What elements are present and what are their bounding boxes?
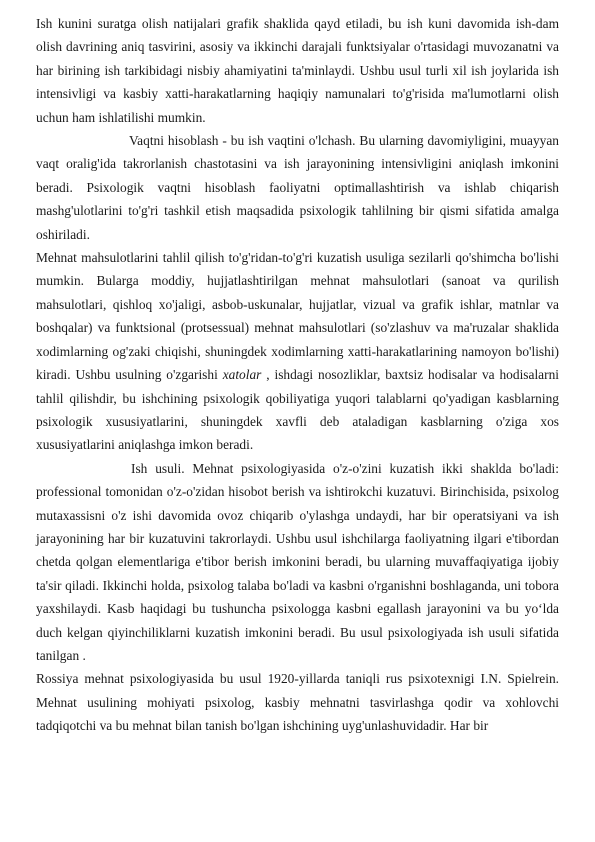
paragraph-product-analysis [36, 246, 559, 457]
paragraph-work-day-photo: Ish kunini suratga olish natijalari grafik shaklida qayd etiladi, bu ish kuni davomida ish-dam olish davrining aniq tasvirini, asosiy va ikkinchi darajali funktsiyalar o'rtasidagi muvozanatni va har birining ish tarkibidagi nisbiy ahamiyatini ta'minlaydi. Ushbu usul turli xil ish joylarida ish intensivligi va kasbiy xatti-harakatlarning haqiqiy namunalari to'g'risida ma'lumotlarni olish uchun ham ishlatilishi mumkin. [36, 16, 559, 125]
paragraph-russian-psychology: Rossiya mehnat psixologiyasida bu usul 1920-yillarda taniqli rus psixotexnigi I.N. Spielrein. Mehnat usulining mohiyati psixolog, kasbiy mehnatni tasvirlashga qodir va xohlovchi tadqiqotchi va bu mehnat bilan tanish bo'lgan ishchining uyg'unlashuvidadir. Har bir [36, 671, 559, 734]
paragraph-time-study: Vaqtni hisoblash - bu ish vaqtini o'lchash. Bu ularning davomiyligini, muayyan vaqt oralig'ida takrorlanish chastotasini va ish jarayonining intensivligini aniqlash imkonini beradi. Psixologik vaqtni hisoblash faoliyatni optimallashtirish va ishlab chiqarish mashg'ulotlarini to'g'ri tashkil etish maqsadida psixologik tahlilning bir qismi sifatida amalga oshiriladi. [36, 133, 559, 242]
paragraph-product-analysis-text-2: , ishdagi nosozliklar, baxtsiz hodisalar va hodisalarni tahlil qilishdir, bu ishchining psixologik qobiliyatiga yuqori talablarni qo'yadigan kasblarning psixologik xususiyatlarini, shuningdek xavfli deb ataladigan kasblarning o'ziga xos xususiyatlarini aniqlashga imkon beradi. [36, 367, 559, 453]
emphasis-errors: xatolar [222, 367, 262, 383]
document-page [36, 12, 559, 738]
paragraph-work-method: Ish usuli. Mehnat psixologiyasida o'z-o'zini kuzatish ikki shaklda bo'ladi: professional tomonidan o'z-o'zidan hisobot berish va ishtirokchi kuzatuvi. Birinchisida, psixolog mutaxassisni o'z ishi davomida ovoz chiqarib o'ylashga undaydi, har bir operatsiyani va ish jarayonining har bir kuzatuvini takrorlaydi. Ushbu usul ishchilarga faoliyatning ilgari e'tibordan chetda qolgan elementlariga e'tibor berish imkonini beradi, bu ularning muvaffaqiyatiga ijobiy ta'sir qiladi. Ikkinchi holda, psixolog talaba bo'ladi va kasbni o'rganishni boshlaganda, uni tobora yaxshilaydi. Kasb haqidagi bu tushuncha psixologga kasbni egallash jarayonini va bu yo‘lda duch kelgan qiyinchiliklarni kuzatish imkonini beradi. Bu usul psixologiyada ish usuli sifatida tanilgan . [36, 460, 559, 663]
paragraph-product-analysis-text-1: Mehnat mahsulotlarini tahlil qilish to'g'ridan-to'g'ri kuzatish usuliga sezilarli qo'shimcha bo'lishi mumkin. Bularga moddiy, hujjatlashtirilgan mehnat mahsulotlari (sanoat va qurilish mahsulotlari, qishloq xo'jaligi, asbob-uskunalar, hujjatlar, vizual va grafik ishlar, matnlar va boshqalar) va funktsional (protsessual) mehnat mahsulotlari (so'zlashuv va ma'ruzalar shaklida xodimlarning og'zaki chiqishi, shuningdek xodimlarning xatti-harakatlarining namoyon bo'lishi) kiradi. Ushbu usulning o'zgarishi [36, 250, 559, 383]
